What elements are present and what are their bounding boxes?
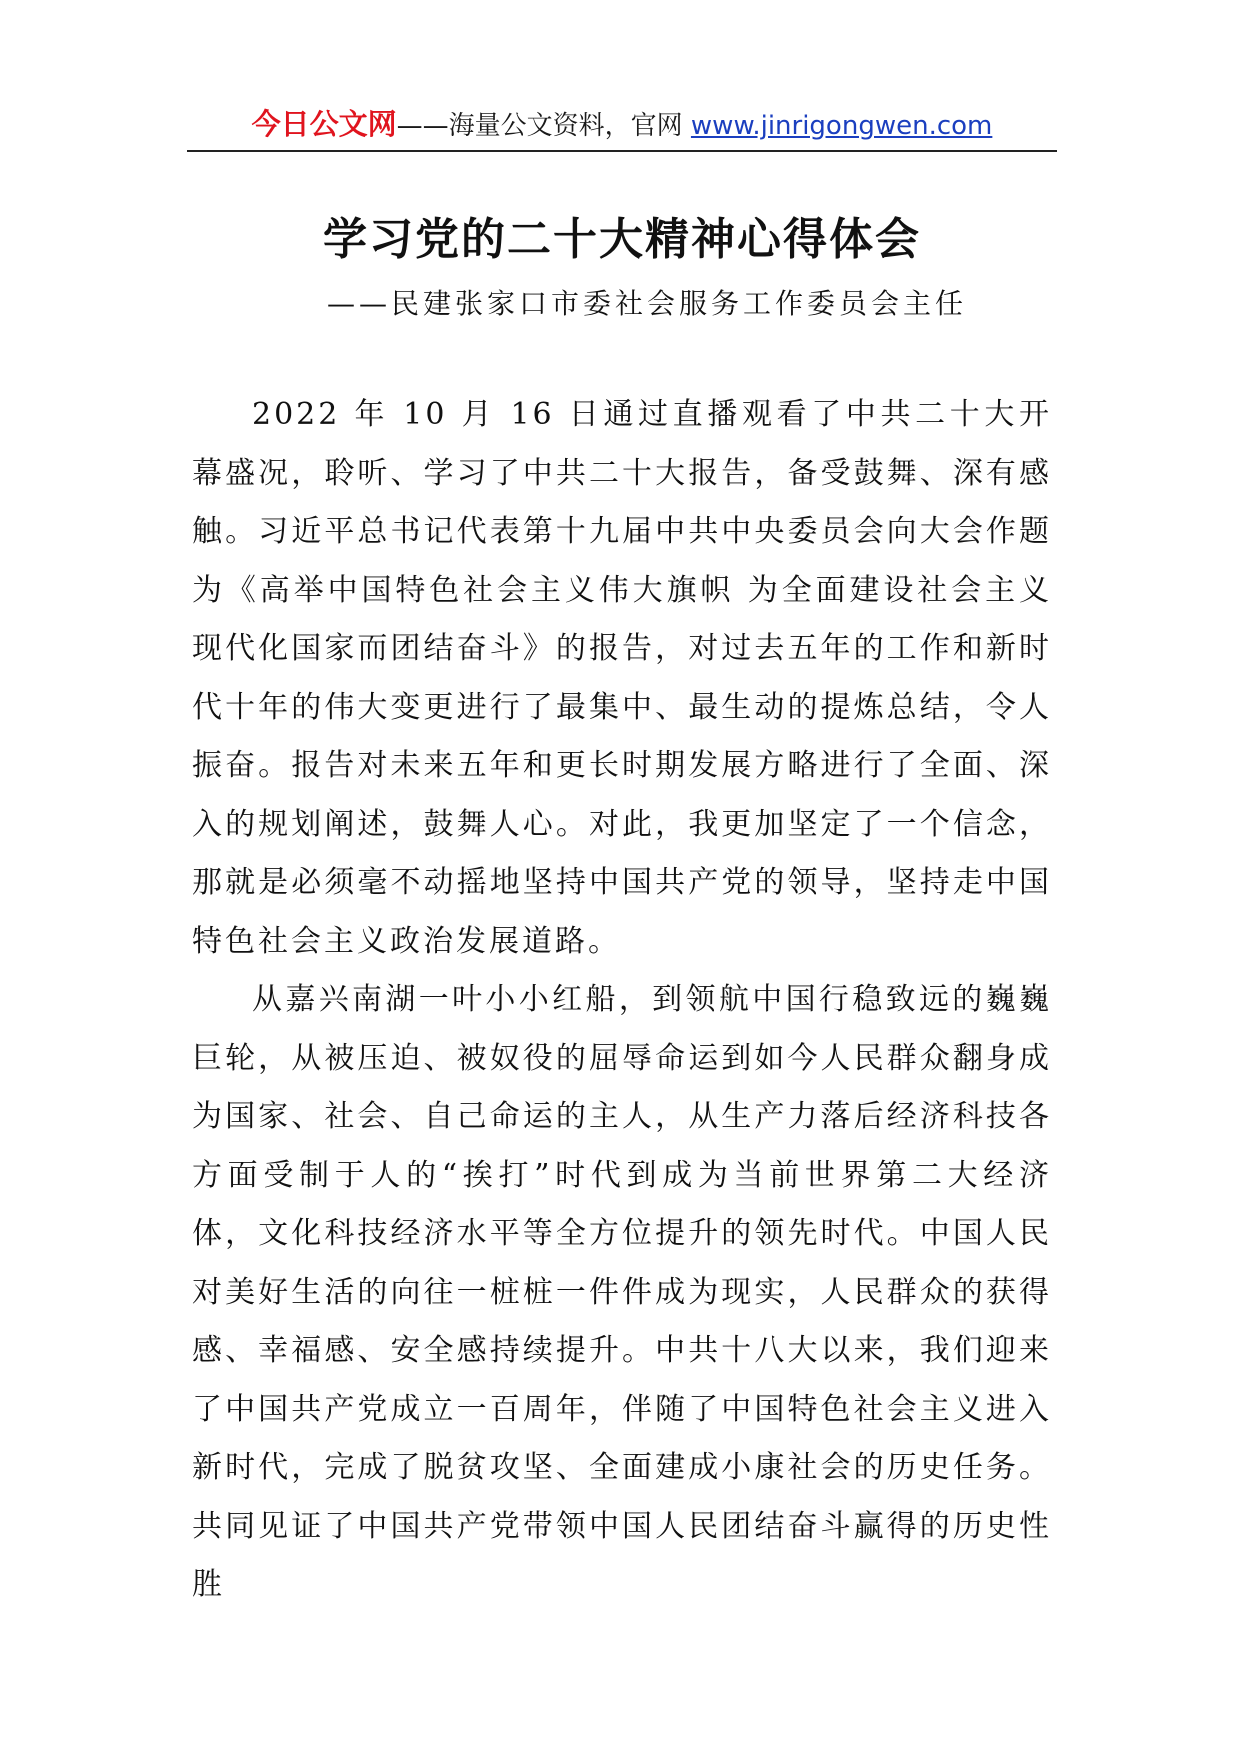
body-paragraph-1: 2022 年 10 月 16 日通过直播观看了中共二十大开幕盛况，聆听、学习了中共二十大报告，备受鼓舞、深有感触。习近平总书记代表第十九届中共中央委员会向大会作题为《高举中国特色社会主义伟大旗帜 为全面建设社会主义现代化国家而团结奋斗》的报告，对过去五年的工作和新时代十年的伟大变更进行了最集中、最生动的提炼总结，令人振奋。报告对未来五年和更长时期发展方略进行了全面、深入的规划阐述，鼓舞人心。对此，我更加坚定了一个信念，那就是必须毫不动摇地坚持中国共产党的领导，坚持走中国特色社会主义政治发展道路。 <box>192 397 1052 959</box>
site-header <box>187 104 1057 152</box>
body-paragraph-2: 从嘉兴南湖一叶小小红船，到领航中国行稳致远的巍巍巨轮，从被压迫、被奴役的屈辱命运到如今人民群众翻身成为国家、社会、自己命运的主人，从生产力落后经济科技各方面受制于人的“挨打”时代到成为当前世界第二大经济体，文化科技经济水平等全方位提升的领先时代。中国人民对美好生活的向往一桩桩一件件成为现实，人民群众的获得感、幸福感、安全感持续提升。中共十八大以来，我们迎来了中国共产党成立一百周年，伴随了中国特色社会主义进入新时代，完成了脱贫攻坚、全面建成小康社会的历史任务。共同见证了中国共产党带领中国人民团结奋斗赢得的历史性胜 <box>192 982 1052 1602</box>
document-title: 学习党的二十大精神心得体会 <box>323 214 921 265</box>
header-divider <box>187 150 1057 152</box>
document-subtitle: ——民建张家口市委社会服务工作委员会主任 <box>326 287 967 320</box>
site-url-link[interactable]: www.jinrigongwen.com <box>690 111 993 141</box>
site-brand: 今日公文网 <box>251 107 397 141</box>
document-body <box>192 386 1052 1615</box>
site-tagline: ——海量公文资料，官网 <box>396 111 691 141</box>
